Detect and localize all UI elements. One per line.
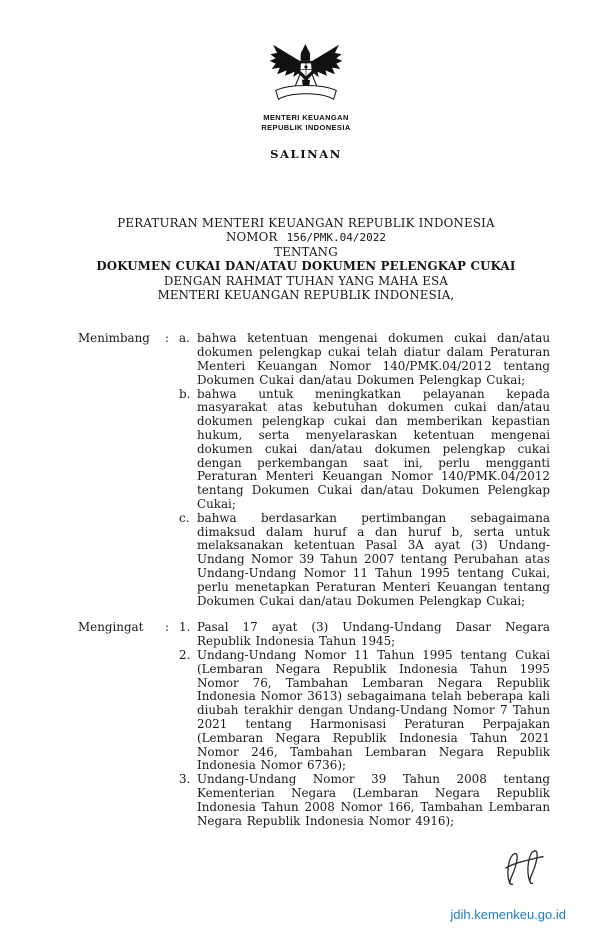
menimbang-item-b — [179, 388, 550, 512]
ministry-country: REPUBLIK INDONESIA — [261, 123, 351, 132]
mengingat-label: Mengingat — [78, 620, 144, 635]
mengingat-separator: : — [165, 620, 170, 635]
item-text: Undang-Undang Nomor 11 Tahun 1995 tentang Cukai (Lembaran Negara Republik Indonesia Tahun 1995 Nomor 76, Tambahan Lembaran Negara Republik Indonesia Nomor 3613) sebagaimana telah beberapa kali diubah terakhir dengan Undang-Undang Nomor 7 Tahun 2021 tentang Harmonisasi Peraturan Perpajakan (Lembaran Negara Republik Indonesia Tahun 2021 Nomor 246, Tambahan Lembaran Negara Republik Indonesia Nomor 6736); — [197, 647, 550, 773]
menimbang-section — [78, 332, 550, 608]
letterhead — [0, 0, 612, 161]
item-marker: 2. — [179, 647, 191, 662]
title-block — [0, 217, 612, 302]
mengingat-items — [179, 621, 550, 828]
nomor-prefix: NOMOR — [226, 230, 278, 245]
item-marker: 3. — [179, 772, 191, 787]
mengingat-item-3 — [179, 773, 550, 828]
item-marker: c. — [179, 510, 190, 525]
item-text: bahwa ketentuan mengenai dokumen cukai dan/atau dokumen pelengkap cukai telah diatur dalam Peraturan Menteri Keuangan Nomor 140/PMK.04/2012 tentang Dokumen Cukai dan/atau Dokumen Pelengkap Cukai; — [197, 331, 550, 387]
regulation-subject: DOKUMEN CUKAI DAN/ATAU DOKUMEN PELENGKAP CUKAI — [96, 259, 516, 274]
menimbang-item-a — [179, 332, 550, 387]
grace-formula: DENGAN RAHMAT TUHAN YANG MAHA ESA — [163, 273, 449, 288]
garuda-pancasila-emblem-icon — [269, 34, 343, 104]
nomor-value: 156/PMK.04/2022 — [286, 231, 386, 245]
menimbang-items — [179, 332, 550, 608]
mengingat-section — [78, 621, 550, 828]
menimbang-separator: : — [165, 331, 170, 346]
document-body — [0, 332, 612, 828]
regulation-number-line — [0, 231, 612, 244]
ministry-name: MENTERI KEUANGAN — [263, 113, 349, 122]
item-text: bahwa berdasarkan pertimbangan sebagaimana dimaksud dalam huruf a dan huruf b, serta untuk melaksanakan ketentuan Pasal 3A ayat (3) Undang-Undang Nomor 39 Tahun 2007 tentang Perubahan atas Undang-Undang Nomor 11 Tahun 1995 tentang Cukai, perlu menetapkan Peraturan Menteri Keuangan tentang Dokumen Cukai dan/atau Dokumen Pelengkap Cukai; — [197, 510, 550, 608]
copy-label: SALINAN — [270, 147, 342, 161]
issuing-authority: MENTERI KEUANGAN REPUBLIK INDONESIA, — [157, 288, 455, 303]
item-marker: a. — [179, 331, 190, 346]
regulation-title: PERATURAN MENTERI KEUANGAN REPUBLIK INDONESIA — [117, 216, 495, 230]
item-marker: b. — [179, 386, 191, 401]
menimbang-item-c — [179, 512, 550, 609]
tentang-label: TENTANG — [274, 244, 338, 259]
menimbang-label: Menimbang — [78, 331, 150, 346]
footer-link[interactable]: jdih.kemenkeu.go.id — [450, 907, 566, 922]
signature-initials — [500, 848, 546, 888]
item-text: Undang-Undang Nomor 39 Tahun 2008 tentang Kementerian Negara (Lembaran Negara Republik Indonesia Tahun 2008 Nomor 166, Tambahan Lembaran Negara Republik Indonesia Nomor 4916); — [197, 772, 550, 828]
item-marker: 1. — [179, 620, 191, 635]
item-text: Pasal 17 ayat (3) Undang-Undang Dasar Negara Republik Indonesia Tahun 1945; — [197, 620, 550, 649]
mengingat-item-2 — [179, 649, 550, 773]
item-text: bahwa untuk meningkatkan pelayanan kepada masyarakat atas kebutuhan dokumen cukai dan/atau dokumen pelengkap cukai dan memberikan kepastian hukum, serta menyelaraskan ketentuan mengenai dokumen cukai dan/atau dokumen pelengkap cukai dengan perkembangan saat ini, perlu mengganti Peraturan Menteri Keuangan Nomor 140/PMK.04/2012 tentang Dokumen Cukai dan/atau Dokumen Pelengkap Cukai; — [197, 386, 550, 511]
mengingat-item-1 — [179, 621, 550, 649]
